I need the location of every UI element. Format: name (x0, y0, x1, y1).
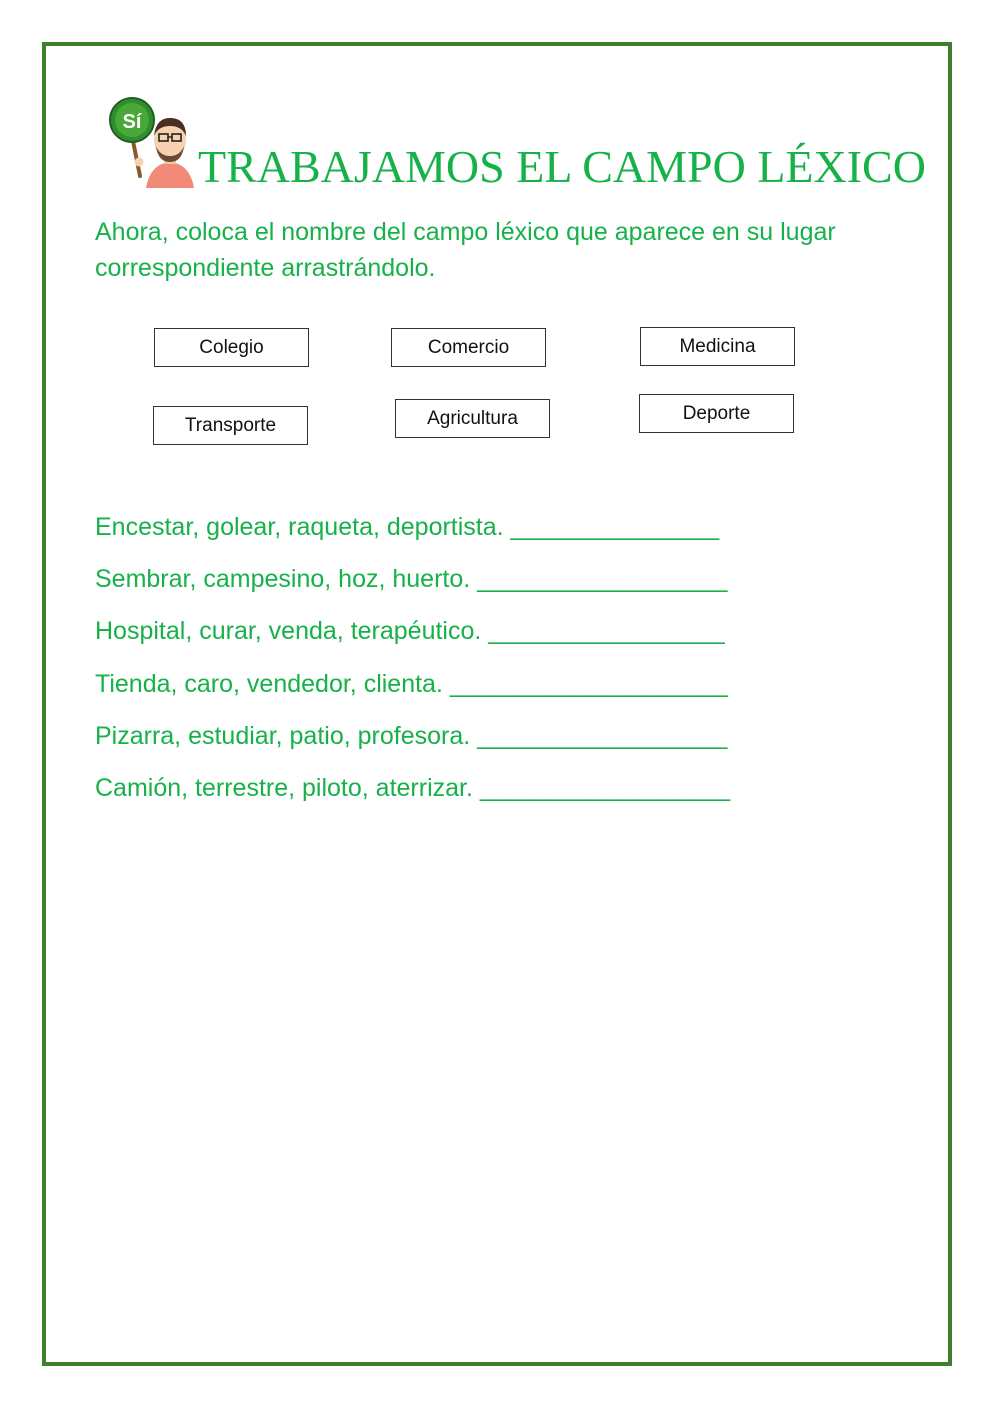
drag-chip-transporte[interactable]: Transporte (153, 406, 308, 445)
mascot-with-yes-sign (106, 96, 196, 188)
exercise-line: Tienda, caro, vendedor, clienta. ____________________ (95, 670, 728, 698)
sign-text: Sí (122, 111, 142, 133)
exercise-line: Encestar, golear, raqueta, deportista. _______________ (95, 513, 720, 541)
drag-chip-agricultura[interactable]: Agricultura (395, 399, 550, 438)
exercise-line: Sembrar, campesino, hoz, huerto. __________________ (95, 565, 728, 593)
instructions-text: Ahora, coloca el nombre del campo léxico que aparece en su lugar correspondiente arrastrándolo. (95, 218, 836, 282)
exercise-line: Hospital, curar, venda, terapéutico. _________________ (95, 617, 725, 645)
page-title: TRABAJAMOS EL CAMPO LÉXICO (198, 141, 926, 192)
exercise-line: Pizarra, estudiar, patio, profesora. __________________ (95, 722, 728, 750)
exercise-line: Camión, terrestre, piloto, aterrizar. __________________ (95, 774, 731, 802)
drag-chip-colegio[interactable]: Colegio (154, 328, 309, 367)
drag-chip-medicina[interactable]: Medicina (640, 327, 795, 366)
drag-chip-deporte[interactable]: Deporte (639, 394, 794, 433)
drag-chip-comercio[interactable]: Comercio (391, 328, 546, 367)
